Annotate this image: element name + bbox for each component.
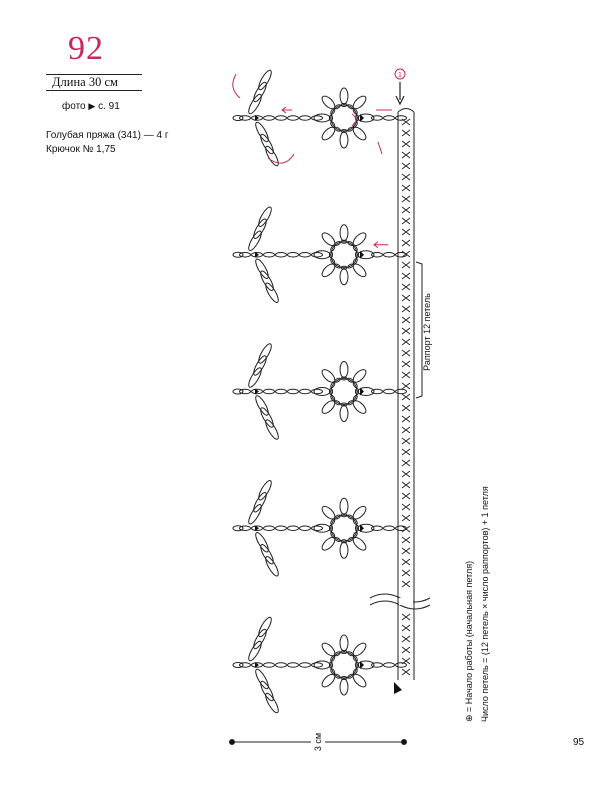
length-label: Длина 30 см: [52, 75, 118, 89]
page-number: 95: [573, 737, 585, 748]
pattern-number: 92: [68, 30, 104, 67]
start-marker: [395, 69, 405, 104]
flower-motif: [233, 342, 407, 441]
triangle-right-icon: ▶: [88, 101, 96, 111]
start-marker-number: 1: [398, 72, 402, 79]
flower-motif: [233, 479, 407, 578]
motifs: [233, 69, 407, 715]
repeat-label: Раппорт 12 петель: [422, 293, 432, 371]
legend-start-note: ⊕ = Начало работы (начальная петля): [464, 560, 474, 722]
flower-motif: [233, 616, 407, 715]
flower-motif: [233, 69, 407, 168]
chain-break: [370, 594, 430, 609]
end-triangle-icon: [394, 682, 402, 694]
foundation-chain: [398, 109, 414, 681]
width-label: 3 см: [313, 732, 323, 752]
photo-ref-page: с. 91: [98, 101, 120, 112]
photo-ref-prefix: фото: [62, 101, 86, 112]
legend-formula: Число петель = (12 петель × число раппортов) + 1 петля: [480, 486, 490, 722]
hook-spec: Крючок № 1,75: [46, 144, 116, 155]
yarn-spec: Голубая пряжа (341) — 4 г: [46, 130, 169, 141]
flower-motif: [233, 205, 407, 304]
